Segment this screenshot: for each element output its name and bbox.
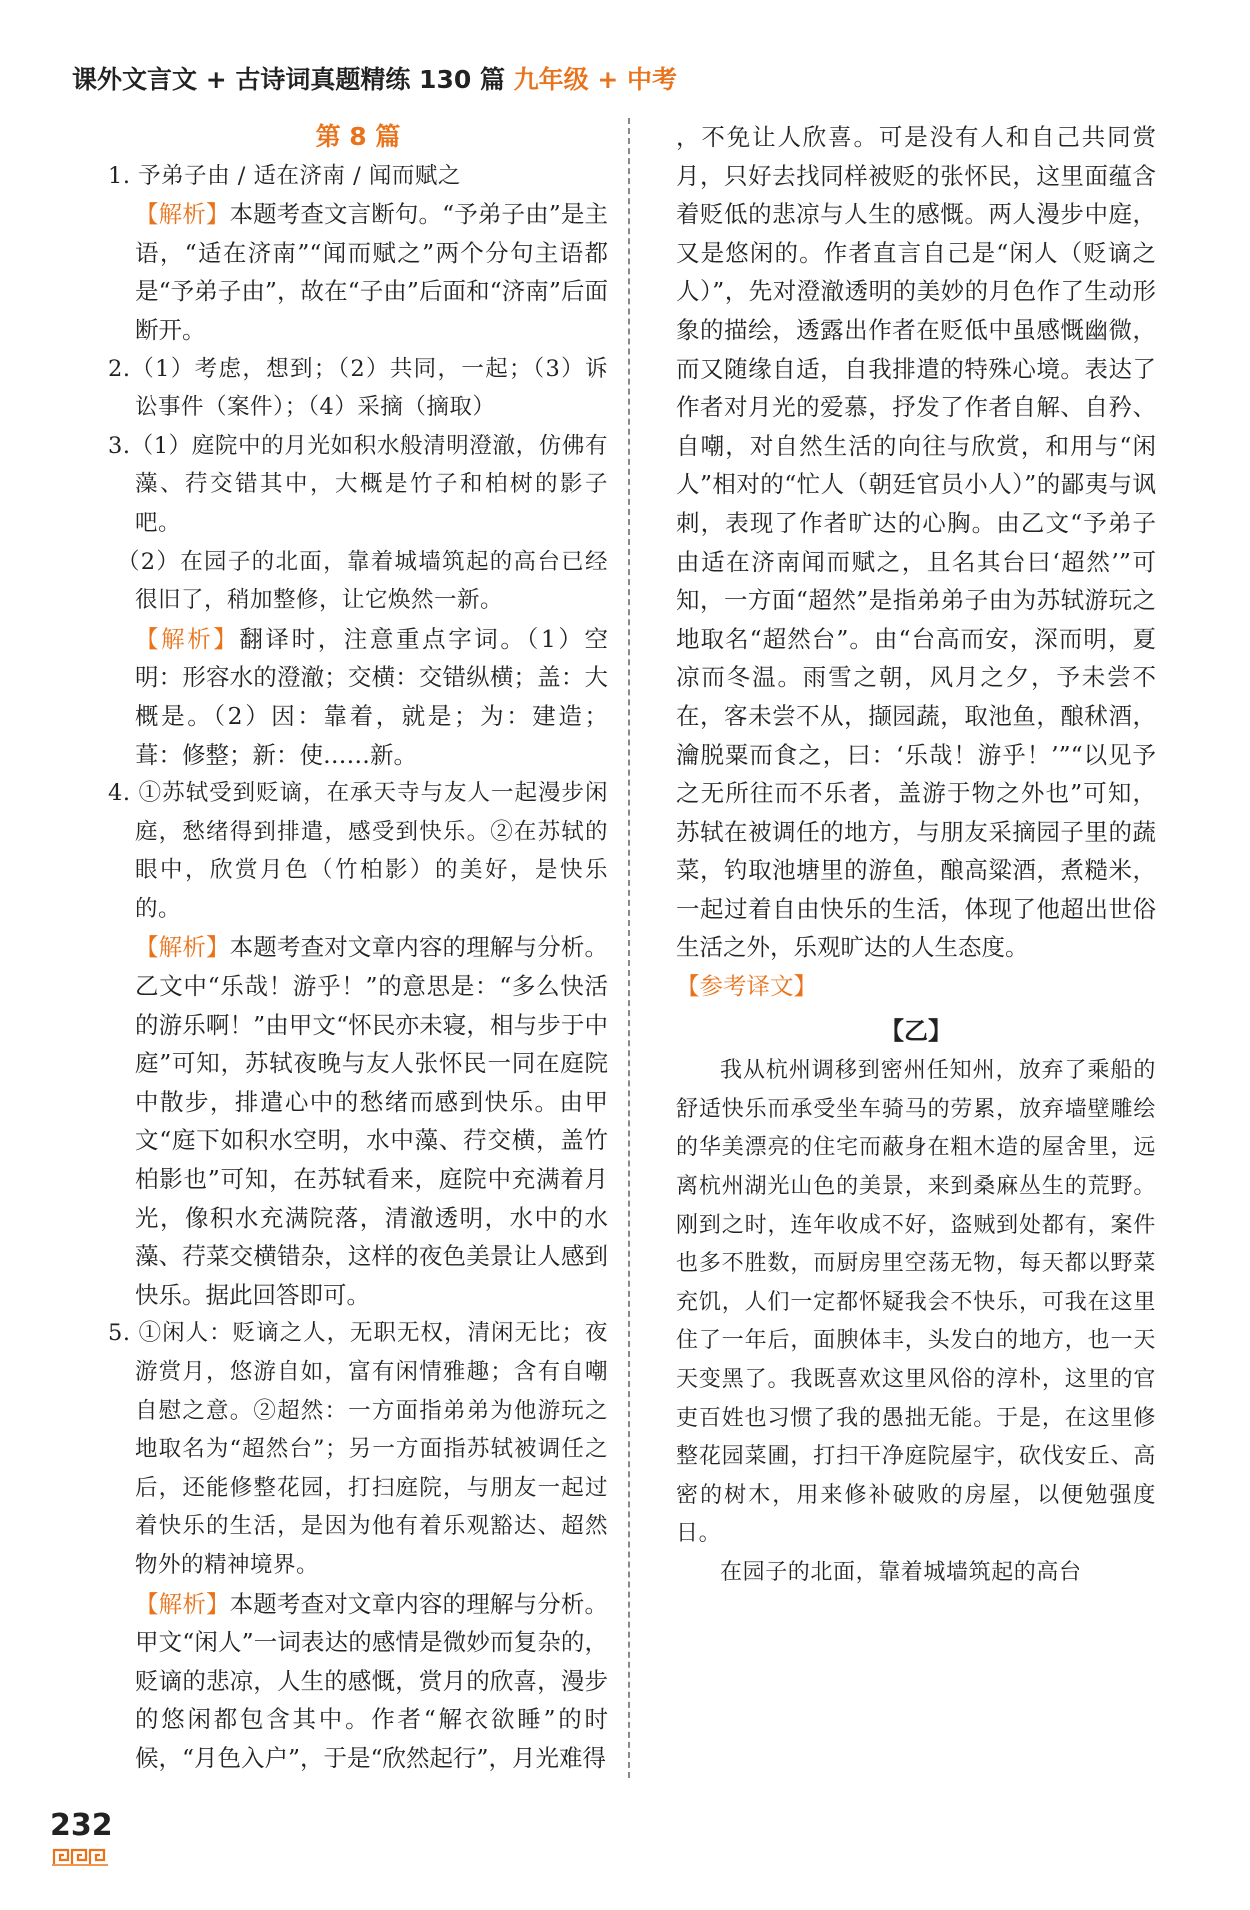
analysis-5 (108, 1585, 608, 1778)
analysis-1-text: 本题考查文言断句。“予弟子由”是主语，“适在济南”“闻而赋之”两个分句主语都是“予弟子由”，故在“子由”后面和“济南”后面断开。 (135, 200, 609, 344)
fret-pattern-icon (52, 1848, 108, 1866)
analysis-tag: 【解析】 (135, 933, 230, 962)
analysis-tag: 【解析】 (135, 1589, 230, 1618)
running-header (72, 60, 677, 100)
header-grade: 九年级 + 中考 (513, 65, 678, 94)
answer-5: 5. ①闲人：贬谪之人，无职无权，清闲无比；夜游赏月，悠游自如，富有闲情雅趣；含有自嘲自慰之意。②超然：一方面指弟弟为他游玩之地取名为“超然台”；另一方面指苏轼被调任之后，还能修整花园，打扫庭院，与朋友一起过着快乐的生活，是因为他有着乐观豁达、超然物外的精神境界。 (108, 1320, 608, 1578)
analysis-5-continued: ，不免让人欣喜。可是没有人和自己共同赏月，只好去找同样被贬的张怀民，这里面蕴含着贬低的悲凉与人生的感慨。两人漫步中庭，又是悠闲的。作者直言自己是“闲人（贬谪之人）”，先对澄澈透明的美妙的月色作了生动形象的描绘，透露出作者在贬低中虽感慨幽微，而又随缘自适，自我排遣的特殊心境。表达了作者对月光的爱慕，抒发了作者自解、自矜、自嘲，对自然生活的向往与欣赏，和用与“闲人”相对的“忙人（朝廷官员小人）”的鄙夷与讽刺，表现了作者旷达的心胸。由乙文“予弟子由适在济南闻而赋之，且名其台曰‘超然’”可知，一方面“超然”是指弟弟子由为苏轼游玩之地取名“超然台”。由“台高而安，深而明，夏凉而冬温。雨雪之朝，风月之夕，予未尝不在，客未尝不从，撷园蔬，取池鱼，酿秫酒，瀹脱粟而食之，曰：‘乐哉！游乎！’”“以见予之无所往而不乐者，盖游于物之外也”可知，苏轼在被调任的地方，与朋友采摘园子里的蔬菜，钓取池塘里的游鱼，酿高粱酒，煮糙米，一起过着自由快乐的生活，体现了他超出世俗生活之外，乐观旷达的人生态度。 (676, 123, 1156, 962)
translation-yi-title: 【乙】 (880, 1016, 952, 1045)
reference-translation-tag: 【参考译文】 (676, 972, 817, 1001)
translation-paragraph-2: 在园子的北面，靠着城墙筑起的高台 (720, 1559, 1082, 1585)
answer-1: 1. 予弟子由 / 适在济南 / 闻而赋之 (108, 162, 461, 189)
analysis-1 (108, 195, 608, 349)
analysis-4-text: 本题考查对文章内容的理解与分析。乙文中“乐哉！游乎！”的意思是：“多么快活的游乐啊！”由甲文“怀民亦未寝，相与步于中庭”可知，苏轼夜晚与友人张怀民一同在庭院中散步，排遣心中的愁绪而感到快乐。由甲文“庭下如积水空明，水中藻、荇交横，盖竹柏影也”可知，在苏轼看来，庭院中充满着月光，像积水充满院落，清澈透明，水中的水藻、荇菜交横错杂，这样的夜色美景让人感到快乐。据此回答即可。 (135, 933, 609, 1309)
analysis-tag: 【解析】 (135, 624, 240, 653)
header-title: 课外文言文 + 古诗词真题精练 130 篇 (72, 65, 505, 94)
answer-4: 4. ①苏轼受到贬谪，在承天寺与友人一起漫步闲庭，愁绪得到排遣，感受到快乐。②在苏轼的眼中，欣赏月色（竹柏影）的美好，是快乐的。 (108, 780, 608, 922)
section-title: 第 8 篇 (315, 122, 401, 151)
right-column (676, 118, 1156, 1593)
analysis-4 (108, 928, 608, 1314)
translation-paragraph-1: 我从杭州调移到密州任知州，放弃了乘船的舒适快乐而承受坐车骑马的劳累，放弃墙壁雕绘的华美漂亮的住宅而蔽身在粗木造的屋舍里，远离杭州湖光山色的美景，来到桑麻丛生的荒野。刚到之时，连年收成不好，盗贼到处都有，案件也多不胜数，而厨房里空荡无物，每天都以野菜充饥，人们一定都怀疑我会不快乐，可我在这里住了一年后，面腴体丰，头发白的地方，也一天天变黑了。我既喜欢这里风俗的淳朴，这里的官吏百姓也习惯了我的愚拙无能。于是，在这里修整花园菜圃，打扫干净庭院屋宇，砍伐安丘、高密的树木，用来修补破败的房屋，以便勉强度日。 (676, 1058, 1156, 1547)
column-divider (628, 118, 630, 1778)
answer-3-part2: （2）在园子的北面，靠着城墙筑起的高台已经很旧了，稍加整修，让它焕然一新。 (117, 548, 608, 614)
analysis-5-text: 本题考查对文章内容的理解与分析。甲文“闲人”一词表达的感情是微妙而复杂的，贬谪的悲凉，人生的感慨，赏月的欣喜，漫步的悠闲都包含其中。作者“解衣欲睡”的时候，“月色入户”，于是“欣然起行”，月光难得 (135, 1589, 609, 1772)
analysis-3-text: 翻译时，注意重点字词。（1）空明：形容水的澄澈；交横：交错纵横；盖：大概是。（2）因：靠着，就是；为：建造；葺：修整；新：使……新。 (135, 624, 609, 769)
answer-3-part1: 3.（1）庭院中的月光如积水般清明澄澈，仿佛有藻、荇交错其中，大概是竹子和柏树的影子吧。 (108, 432, 608, 536)
page-number: 232 (50, 1808, 113, 1843)
left-column (108, 118, 608, 1778)
analysis-tag: 【解析】 (135, 200, 230, 229)
analysis-3 (108, 620, 608, 774)
answer-2: 2.（1）考虑，想到；（2）共同，一起；（3）诉讼事件（案件）；（4）采摘（摘取） (108, 355, 608, 421)
